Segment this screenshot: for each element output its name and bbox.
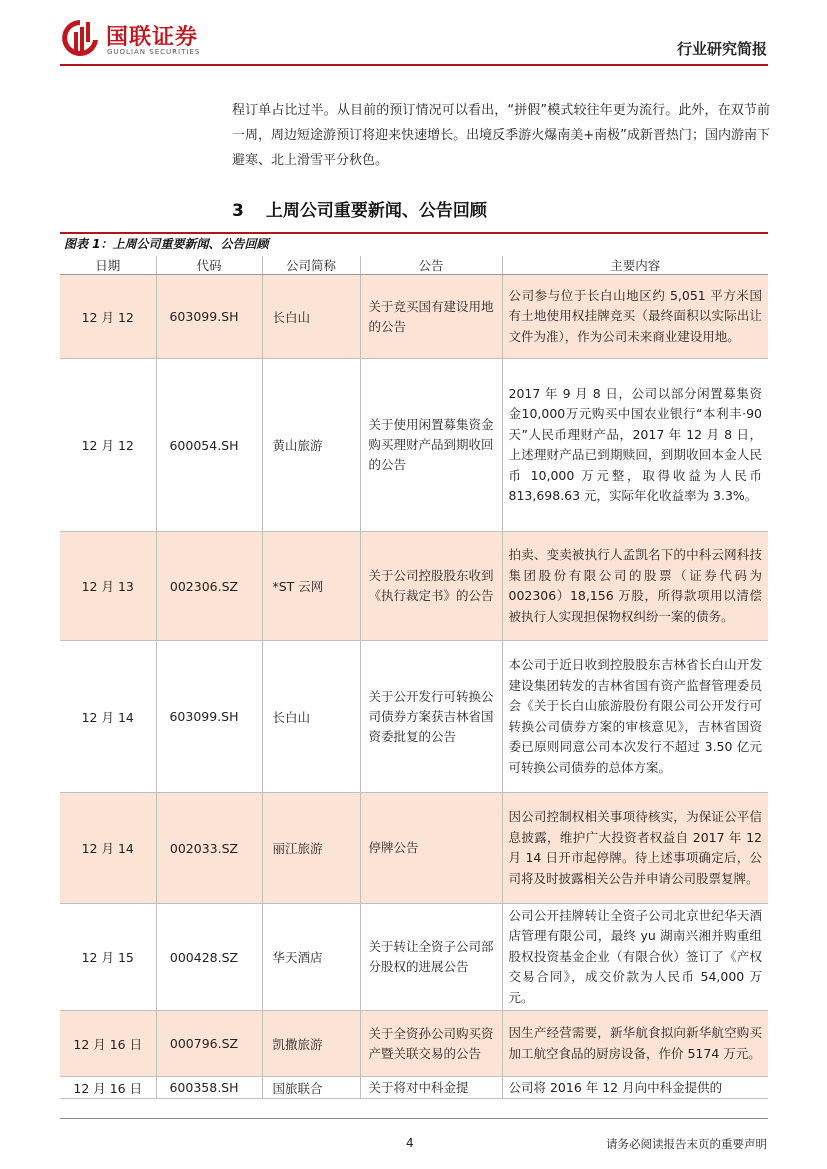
header-company: 公司简称 <box>262 256 360 275</box>
row-code: 600054.SH <box>156 359 262 532</box>
row-date: 12 月 12 <box>60 359 156 532</box>
table-row <box>60 1011 768 1077</box>
row-content: 公司将 2016 年 12 月向中科金提供的 <box>502 1077 768 1099</box>
row-company: 黄山旅游 <box>262 359 360 532</box>
row-date: 12 月 14 <box>60 641 156 793</box>
row-company: 华天酒店 <box>262 904 360 1011</box>
table-row <box>60 904 768 1011</box>
row-announcement: 关于使用闲置募集资金购买理财产品到期收回的公告 <box>360 359 502 532</box>
table-row <box>60 1077 768 1099</box>
header-code: 代码 <box>156 256 262 275</box>
section-heading <box>232 196 487 221</box>
row-content: 公司公开挂牌转让全资子公司北京世纪华天酒店管理有限公司，最终 yu 湖南兴湘并购重组股权投资基金企业（有限合伙）签订了《产权交易合同》，成交价款为人民币 54,000 万元。 <box>502 904 768 1011</box>
table-header-row <box>60 256 768 275</box>
row-code: 603099.SH <box>156 275 262 359</box>
header-announcement: 公告 <box>360 256 502 275</box>
row-date: 12 月 16 日 <box>60 1077 156 1099</box>
table-row <box>60 641 768 793</box>
intro-paragraph <box>232 98 770 173</box>
page-number: 4 <box>406 1136 414 1150</box>
row-code: 000796.SZ <box>156 1011 262 1077</box>
row-announcement: 关于公开发行可转换公司债券方案获吉林省国资委批复的公告 <box>360 641 502 793</box>
table-row <box>60 275 768 359</box>
intro-text: 程订单占比过半。从目前的预订情况可以看出，“拼假”模式较往年更为流行。此外，在双节前一周，周边短途游预订将迎来快速增长。出境反季游火爆南美+南极”成新晋热门；国内游南下避寒、北上滑雪平分秋色。 <box>232 103 770 168</box>
row-company: 丽江旅游 <box>262 793 360 904</box>
row-code: 600358.SH <box>156 1077 262 1099</box>
section-number: 3 <box>232 201 244 221</box>
report-type: 行业研究简报 <box>676 40 767 58</box>
table-row <box>60 359 768 532</box>
row-announcement: 关于竞买国有建设用地的公告 <box>360 275 502 359</box>
row-company: 长白山 <box>262 275 360 359</box>
row-announcement: 关于全资孙公司购买资产暨关联交易的公告 <box>360 1011 502 1077</box>
row-code: 000428.SZ <box>156 904 262 1011</box>
row-content: 因公司控制权相关事项待核实，为保证公平信息披露，维护广大投资者权益自 2017 年 12 月 14 日开市起停牌。待上述事项确定后，公司将及时披露相关公告并申请公司股票复牌。 <box>502 793 768 904</box>
news-table <box>60 256 768 1099</box>
row-content: 因生产经营需要，新华航食拟向新华航空购买加工航空食品的厨房设备，作价 5174 万元。 <box>502 1011 768 1077</box>
row-announcement: 停牌公告 <box>360 793 502 904</box>
logo-chinese-name: 国联证券 <box>106 25 199 50</box>
table-row <box>60 793 768 904</box>
row-company: *ST 云网 <box>262 532 360 641</box>
row-content: 拍卖、变卖被执行人孟凯名下的中科云网科技集团股份有限公司的股票（证券代码为 002306）18,156 万股，所得款项用以清偿被执行人实现担保物权纠纷一案的债务。 <box>502 532 768 641</box>
row-code: 002306.SZ <box>156 532 262 641</box>
footer-divider <box>60 1118 768 1119</box>
footer-disclaimer: 请务必阅读报告末页的重要声明 <box>606 1137 767 1151</box>
logo-english-name: GUOLIAN SECURITIES <box>107 48 201 56</box>
row-date: 12 月 13 <box>60 532 156 641</box>
row-date: 12 月 16 日 <box>60 1011 156 1077</box>
table-row <box>60 532 768 641</box>
row-content: 本公司于近日收到控股股东吉林省长白山开发建设集团转发的吉林省国有资产监督管理委员会《关于长白山旅游股份有限公司公开发行可转换公司债券方案的审核意见》，吉林省国资委已原则同意公司本次发行不超过 3.50 亿元可转换公司债券的总体方案。 <box>502 641 768 793</box>
section-title: 上周公司重要新闻、公告回顾 <box>265 201 487 221</box>
row-company: 凯撒旅游 <box>262 1011 360 1077</box>
row-date: 12 月 14 <box>60 793 156 904</box>
row-company: 国旅联合 <box>262 1077 360 1099</box>
row-content: 公司参与位于长白山地区约 5,051 平方米国有土地使用权挂牌竞买（最终面积以实际出让文件为准），作为公司未来商业建设用地。 <box>502 275 768 359</box>
row-date: 12 月 12 <box>60 275 156 359</box>
row-code: 002033.SZ <box>156 793 262 904</box>
row-announcement: 关于转让全资子公司部分股权的进展公告 <box>360 904 502 1011</box>
row-company: 长白山 <box>262 641 360 793</box>
header-divider <box>60 64 768 66</box>
company-logo <box>60 18 250 62</box>
row-announcement: 关于公司控股股东收到《执行裁定书》的公告 <box>360 532 502 641</box>
page-header <box>0 0 827 70</box>
row-announcement: 关于将对中科金提 <box>360 1077 502 1099</box>
header-date: 日期 <box>60 256 156 275</box>
row-code: 603099.SH <box>156 641 262 793</box>
row-content: 2017 年 9 月 8 日，公司以部分闲置募集资金10,000万元购买中国农业银行“本利丰·90 天”人民币理财产品，2017 年 12 月 8 日，上述理财产品已到期赎回，到期收回本金人民币 10,000 万元整，取得收益为人民币 813,698.63 元，实际年化收益率为 3.3%。 <box>502 359 768 532</box>
figure-caption: 图表 1：上周公司重要新闻、公告回顾 <box>60 232 768 254</box>
header-content: 主要内容 <box>502 256 768 275</box>
row-date: 12 月 15 <box>60 904 156 1011</box>
logo-mark-icon <box>60 18 100 58</box>
